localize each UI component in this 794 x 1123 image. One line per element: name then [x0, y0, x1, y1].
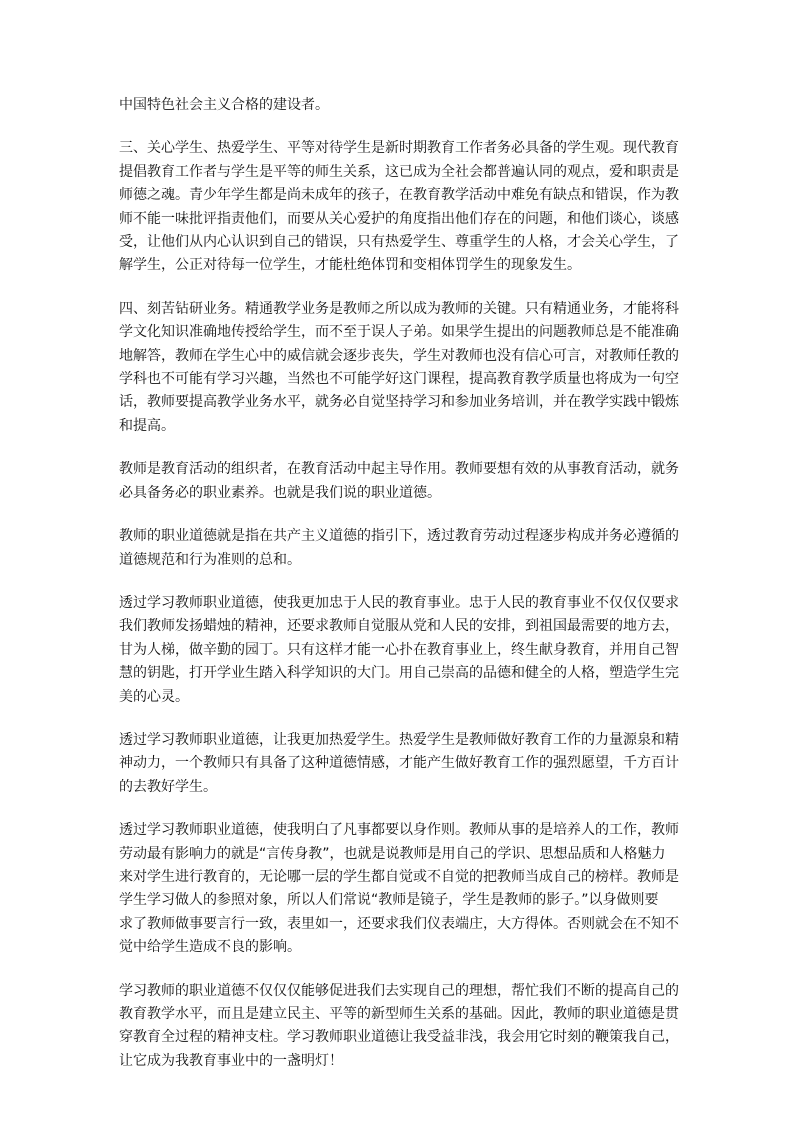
- paragraph-conclusion: 学习教师的职业道德不仅仅仅能够促进我们去实现自己的理想，帮忙我们不断的提高自己的 教育教学水平，而且是建立民主、平等的新型师生关系的基础。因此，教师的职业道德是贯 穿教育全过程的精神支柱。学习教师职业道德让我受益非浅，我会用它时刻的鞭策我自己， 让它成为我教育事业中的一盏明灯！: [119, 982, 679, 1069]
- paragraph-section-three: 三、关心学生、热爱学生、平等对待学生是新时期教育工作者务必具备的学生观。现代教育 提倡教育工作者与学生是平等的师生关系，这已成为全社会都普遍认同的观点，爱和职责是 师德之魂。青少年学生都是尚未成年的孩子，在教育教学活动中难免有缺点和错误，作为教 师不能一味批评指责他们，而要从关心爱护的角度指出他们存在的问题，和他们谈心，谈感 受，让他们从内心认识到自己的错误，只有热爱学生、尊重学生的人格，才会关心学生，了 解学生，公正对待每一位学生，才能杜绝体罚和变相体罚学生的现象发生。: [119, 140, 679, 274]
- paragraph-loyalty: 透过学习教师职业道德，使我更加忠于人民的教育事业。忠于人民的教育事业不仅仅仅要求 我们教师发扬蜡烛的精神，还要求教师自觉服从党和人民的安排，到祖国最需要的地方去， 甘为人梯，做辛勤的园丁。只有这样才能一心扑在教育事业上，终生献身教育，并用自己智 慧的钥匙，打开学业生踏入科学知识的大门。用自己崇高的品德和健全的人格，塑造学生完 美的心灵。: [119, 594, 679, 705]
- paragraph-love-students: 透过学习教师职业道德，让我更加热爱学生。热爱学生是教师做好教育工作的力量源泉和精 神动力，一个教师只有具备了这种道德情感，才能产生做好教育工作的强烈愿望，千方百计 的去教好学生。: [119, 731, 679, 795]
- document-page: [119, 94, 679, 1093]
- paragraph-teacher-role: 教师是教育活动的组织者，在教育活动中起主导作用。教师要想有效的从事教育活动，就务 必具备务必的职业素养。也就是我们说的职业道德。: [119, 461, 679, 501]
- paragraph-ethics-definition: 教师的职业道德就是指在共产主义道德的指引下，透过教育劳动过程逐步构成并务必遵循的 道德规范和行为准则的总和。: [119, 528, 679, 568]
- paragraph-role-model: 透过学习教师职业道德，使我明白了凡事都要以身作则。教师从事的是培养人的工作，教师 劳动最有影响力的就是“言传身教”，也就是说教师是用自己的学识、思想品质和人格魅力 来对学生进行教育的，无论哪一层的学生都自觉或不自觉的把教师当成自己的榜样。教师是 学生学习做人的参照对象，所以人们常说“教师是镜子，学生是教师的影子。”以身做则要 求了教师做事要言行一致，表里如一，还要求我们仪表端庄，大方得体。否则就会在不知不 觉中给学生造成不良的影响。: [119, 822, 679, 956]
- paragraph-continuation: 中国特色社会主义合格的建设者。: [119, 97, 329, 113]
- paragraph-section-four: 四、刻苦钻研业务。精通教学业务是教师之所以成为教师的关键。只有精通业务，才能将科 学文化知识准确地传授给学生，而不至于误人子弟。如果学生提出的问题教师总是不能准确 地解答，教师在学生心中的威信就会逐步丧失，学生对教师也没有信心可言，对教师任教的 学科也不可能有学习兴趣，当然也不可能学好这门课程，提高教育教学质量也将成为一句空 话，教师要提高教学业务水平，就务必自觉坚持学习和参加业务培训，并在教学实践中锻炼 和提高。: [119, 300, 679, 434]
